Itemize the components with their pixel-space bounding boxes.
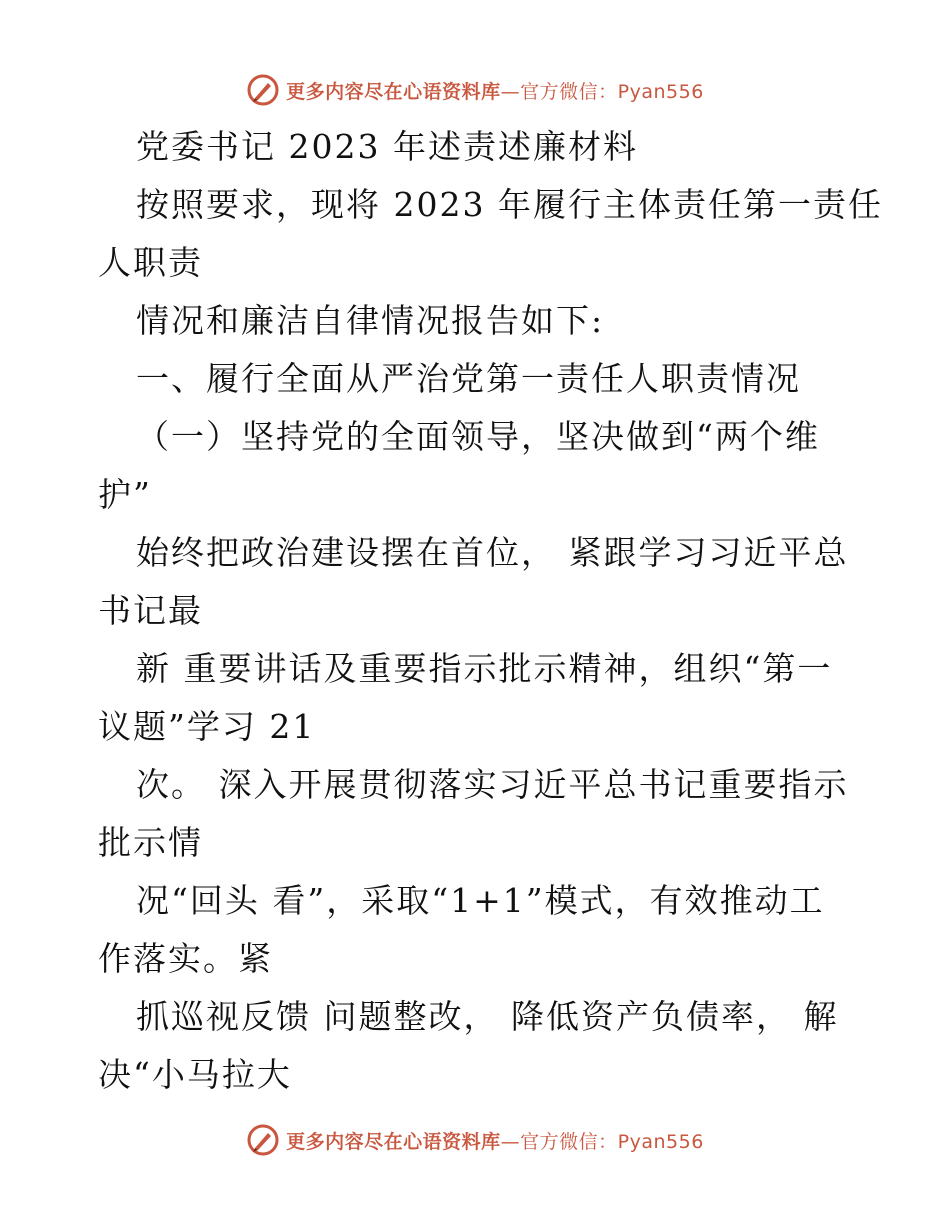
doc-line: 抓巡视反馈 问题整改， 降低资产负债率， 解	[136, 997, 839, 1036]
watermark-right: 官方微信：Pyan556	[520, 1130, 704, 1153]
doc-line: （一）坚持党的全面领导，坚决做到“两个维	[136, 417, 820, 456]
doc-line: 按照要求，现将 2023 年履行主体责任第一责任	[136, 185, 883, 224]
watermark-sep: —	[500, 1130, 521, 1153]
doc-line: 决“小马拉大	[98, 1055, 292, 1094]
doc-line: 新 重要讲话及重要指示批示精神，组织“第一	[136, 649, 833, 688]
watermark-banner-bottom	[0, 1120, 950, 1160]
doc-line: 议题”学习 21	[98, 707, 316, 746]
doc-line: 书记最	[98, 591, 203, 630]
doc-line: 作落实。紧	[98, 939, 273, 978]
doc-line: 次。 深入开展贯彻落实习近平总书记重要指示	[136, 765, 849, 804]
doc-line: 始终把政治建设摆在首位， 紧跟学习习近平总	[136, 533, 849, 572]
doc-line: 护”	[98, 475, 152, 514]
watermark-banner-top	[0, 70, 950, 110]
doc-line: 人职责	[98, 243, 203, 282]
watermark-left: 更多内容尽在心语资料库	[286, 1130, 501, 1153]
watermark-left: 更多内容尽在心语资料库	[286, 80, 501, 103]
watermark-text	[286, 77, 704, 104]
watermark-text	[286, 1127, 704, 1154]
pen-logo-icon	[246, 73, 280, 107]
document-body	[98, 118, 883, 1104]
watermark-right: 官方微信：Pyan556	[520, 80, 704, 103]
doc-line: 情况和廉洁自律情况报告如下:	[136, 301, 605, 340]
doc-line: 况“回头 看”，采取“1+1”模式，有效推动工	[136, 881, 825, 920]
doc-line: 党委书记 2023 年述责述廉材料	[136, 127, 638, 166]
doc-line: 一、履行全面从严治党第一责任人职责情况	[136, 359, 801, 398]
pen-logo-icon	[246, 1123, 280, 1157]
watermark-sep: —	[500, 80, 521, 103]
doc-line: 批示情	[98, 823, 203, 862]
